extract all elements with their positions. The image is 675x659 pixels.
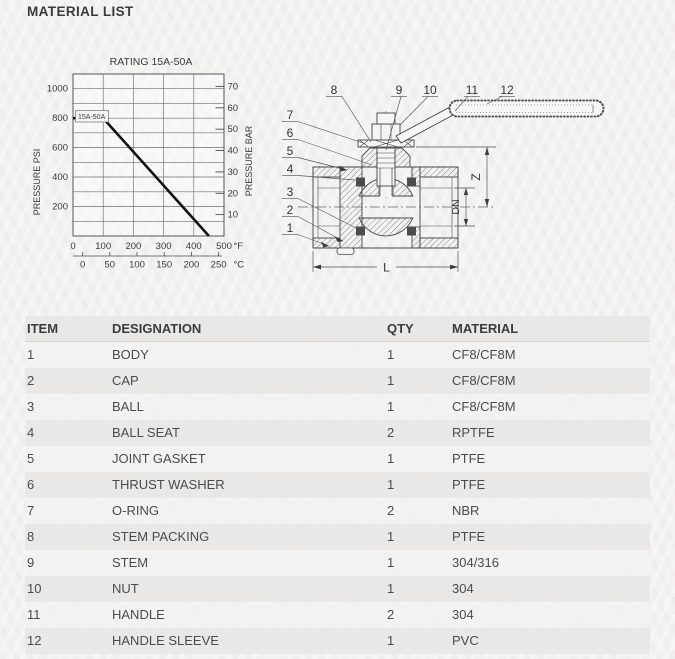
c-axis <box>73 252 222 256</box>
drain-plug <box>337 248 354 255</box>
bar-tick-labels <box>228 81 239 220</box>
page-title: MATERIAL LIST <box>27 4 134 19</box>
cell-item: 11 <box>27 607 41 622</box>
y-axis-left-label: PRESSURE PSI <box>32 148 42 216</box>
cell-designation: BALL <box>112 399 144 414</box>
cell-material: 304 <box>452 581 474 596</box>
cell-item: 5 <box>27 451 35 466</box>
cell-item: 10 <box>27 581 42 596</box>
cell-qty: 2 <box>387 503 395 518</box>
bar-tick: 10 <box>227 209 239 221</box>
table-row <box>25 602 650 628</box>
cell-qty: 1 <box>387 529 395 544</box>
cell-qty: 1 <box>387 451 395 466</box>
cell-qty: 2 <box>387 425 395 440</box>
cell-qty: 1 <box>387 373 395 388</box>
psi-tick: 600 <box>52 142 68 154</box>
series-label: 15A-50A <box>78 114 106 121</box>
valve-diagram <box>282 83 604 275</box>
cell-material: 304 <box>452 607 474 622</box>
psi-tick: 1000 <box>46 83 68 95</box>
dim-label-dn: DN <box>450 199 462 215</box>
bar-tick: 40 <box>227 145 239 157</box>
callout-11: 11 <box>465 83 479 97</box>
cell-item: 3 <box>27 399 35 414</box>
cell-designation: O-RING <box>112 503 159 518</box>
cell-item: 9 <box>27 555 35 570</box>
figure-svg <box>0 0 675 300</box>
cell-qty: 1 <box>387 633 395 648</box>
table-row <box>25 446 650 472</box>
table-row <box>25 420 650 446</box>
f-tick: 300 <box>155 241 172 252</box>
cell-item: 6 <box>27 477 35 492</box>
cell-material: PTFE <box>452 451 486 466</box>
f-tick: 200 <box>125 241 142 252</box>
table-row <box>25 524 650 550</box>
valve-handle <box>377 101 604 144</box>
cell-designation: NUT <box>112 581 139 596</box>
bar-tick: 60 <box>227 102 239 114</box>
c-tick: 150 <box>156 259 173 271</box>
cell-material: NBR <box>452 503 480 518</box>
psi-tick: 800 <box>52 113 68 125</box>
cell-designation: THRUST WASHER <box>112 477 225 492</box>
f-tick: 100 <box>95 241 112 252</box>
callout-4: 4 <box>286 162 294 176</box>
cell-qty: 1 <box>387 399 395 414</box>
cell-item: 12 <box>27 633 42 648</box>
cell-designation: JOINT GASKET <box>112 451 206 466</box>
table-row <box>25 472 650 498</box>
cell-item: 4 <box>27 425 35 440</box>
header-item: ITEM <box>27 321 59 336</box>
psi-tick-labels <box>47 84 68 213</box>
bar-tick: 50 <box>227 124 239 136</box>
table-header-row <box>25 316 650 342</box>
c-tick: 200 <box>183 259 200 271</box>
cell-designation: STEM PACKING <box>112 529 210 544</box>
cell-designation: BODY <box>112 347 149 362</box>
handle-lever <box>396 107 455 143</box>
c-tick: 100 <box>129 259 145 271</box>
dim-label-z: Z <box>469 173 483 181</box>
chart-title: RATING 15A-50A <box>109 56 193 68</box>
cell-designation: STEM <box>112 555 149 570</box>
cell-qty: 1 <box>387 477 395 492</box>
f-tick: 500 <box>216 241 232 252</box>
psi-tick: 400 <box>52 172 68 183</box>
psi-tick: 200 <box>52 201 68 213</box>
table-row <box>25 342 650 368</box>
c-tick: 0 <box>80 259 86 271</box>
callout-10: 10 <box>423 83 437 97</box>
cell-material: RPTFE <box>452 425 495 440</box>
callout-8: 8 <box>330 83 338 97</box>
bar-tick: 20 <box>227 188 239 200</box>
y-axis-right-label: PRESSURE BAR <box>244 125 254 197</box>
table-row <box>25 550 650 576</box>
cell-designation: HANDLE SLEEVE <box>112 633 219 648</box>
c-tick: 250 <box>210 259 227 271</box>
callout-1: 1 <box>286 221 294 235</box>
cell-material: CF8/CF8M <box>452 347 516 362</box>
cell-material: 304/316 <box>452 555 499 570</box>
handle-socket <box>377 113 395 124</box>
cell-item: 2 <box>27 373 35 388</box>
cell-qty: 1 <box>387 581 395 596</box>
f-tick: 400 <box>185 241 202 252</box>
callout-7: 7 <box>286 108 294 122</box>
cell-designation: CAP <box>112 373 139 388</box>
table-row <box>25 628 650 654</box>
f-tick: 0 <box>70 241 76 252</box>
c-tick-labels <box>80 260 244 271</box>
cell-item: 8 <box>27 529 35 544</box>
cell-qty: 1 <box>387 555 395 570</box>
f-unit: °F <box>233 241 244 252</box>
c-tick: 50 <box>104 259 116 271</box>
bar-tick: 70 <box>227 81 239 93</box>
header-material: MATERIAL <box>452 321 519 336</box>
table-row <box>25 576 650 602</box>
cell-designation: HANDLE <box>112 607 165 622</box>
dim-label-l: L <box>383 260 390 275</box>
table-row <box>25 498 650 524</box>
cell-material: PTFE <box>452 477 486 492</box>
cell-material: PTFE <box>452 529 486 544</box>
material-table <box>25 316 650 654</box>
cell-qty: 2 <box>387 607 395 622</box>
table-row <box>25 368 650 394</box>
header-designation: DESIGNATION <box>112 321 202 336</box>
callout-5: 5 <box>286 144 294 158</box>
c-unit: °C <box>233 259 245 271</box>
callout-6: 6 <box>286 126 294 140</box>
callout-2: 2 <box>286 203 294 217</box>
cell-material: PVC <box>452 633 479 648</box>
cell-qty: 1 <box>387 347 395 362</box>
header-qty: QTY <box>387 321 414 336</box>
callout-12: 12 <box>500 83 514 97</box>
handle-sleeve <box>450 101 604 117</box>
bar-tick: 30 <box>227 166 239 178</box>
table-row <box>25 394 650 420</box>
f-tick-labels <box>70 241 243 252</box>
cell-material: CF8/CF8M <box>452 373 516 388</box>
cell-item: 1 <box>27 347 35 362</box>
cell-designation: BALL SEAT <box>112 425 180 440</box>
rating-chart <box>32 56 254 271</box>
cell-item: 7 <box>27 503 35 518</box>
chart-plot-area <box>73 74 224 236</box>
callout-3: 3 <box>286 185 294 199</box>
cell-material: CF8/CF8M <box>452 399 516 414</box>
callout-9: 9 <box>395 83 403 97</box>
